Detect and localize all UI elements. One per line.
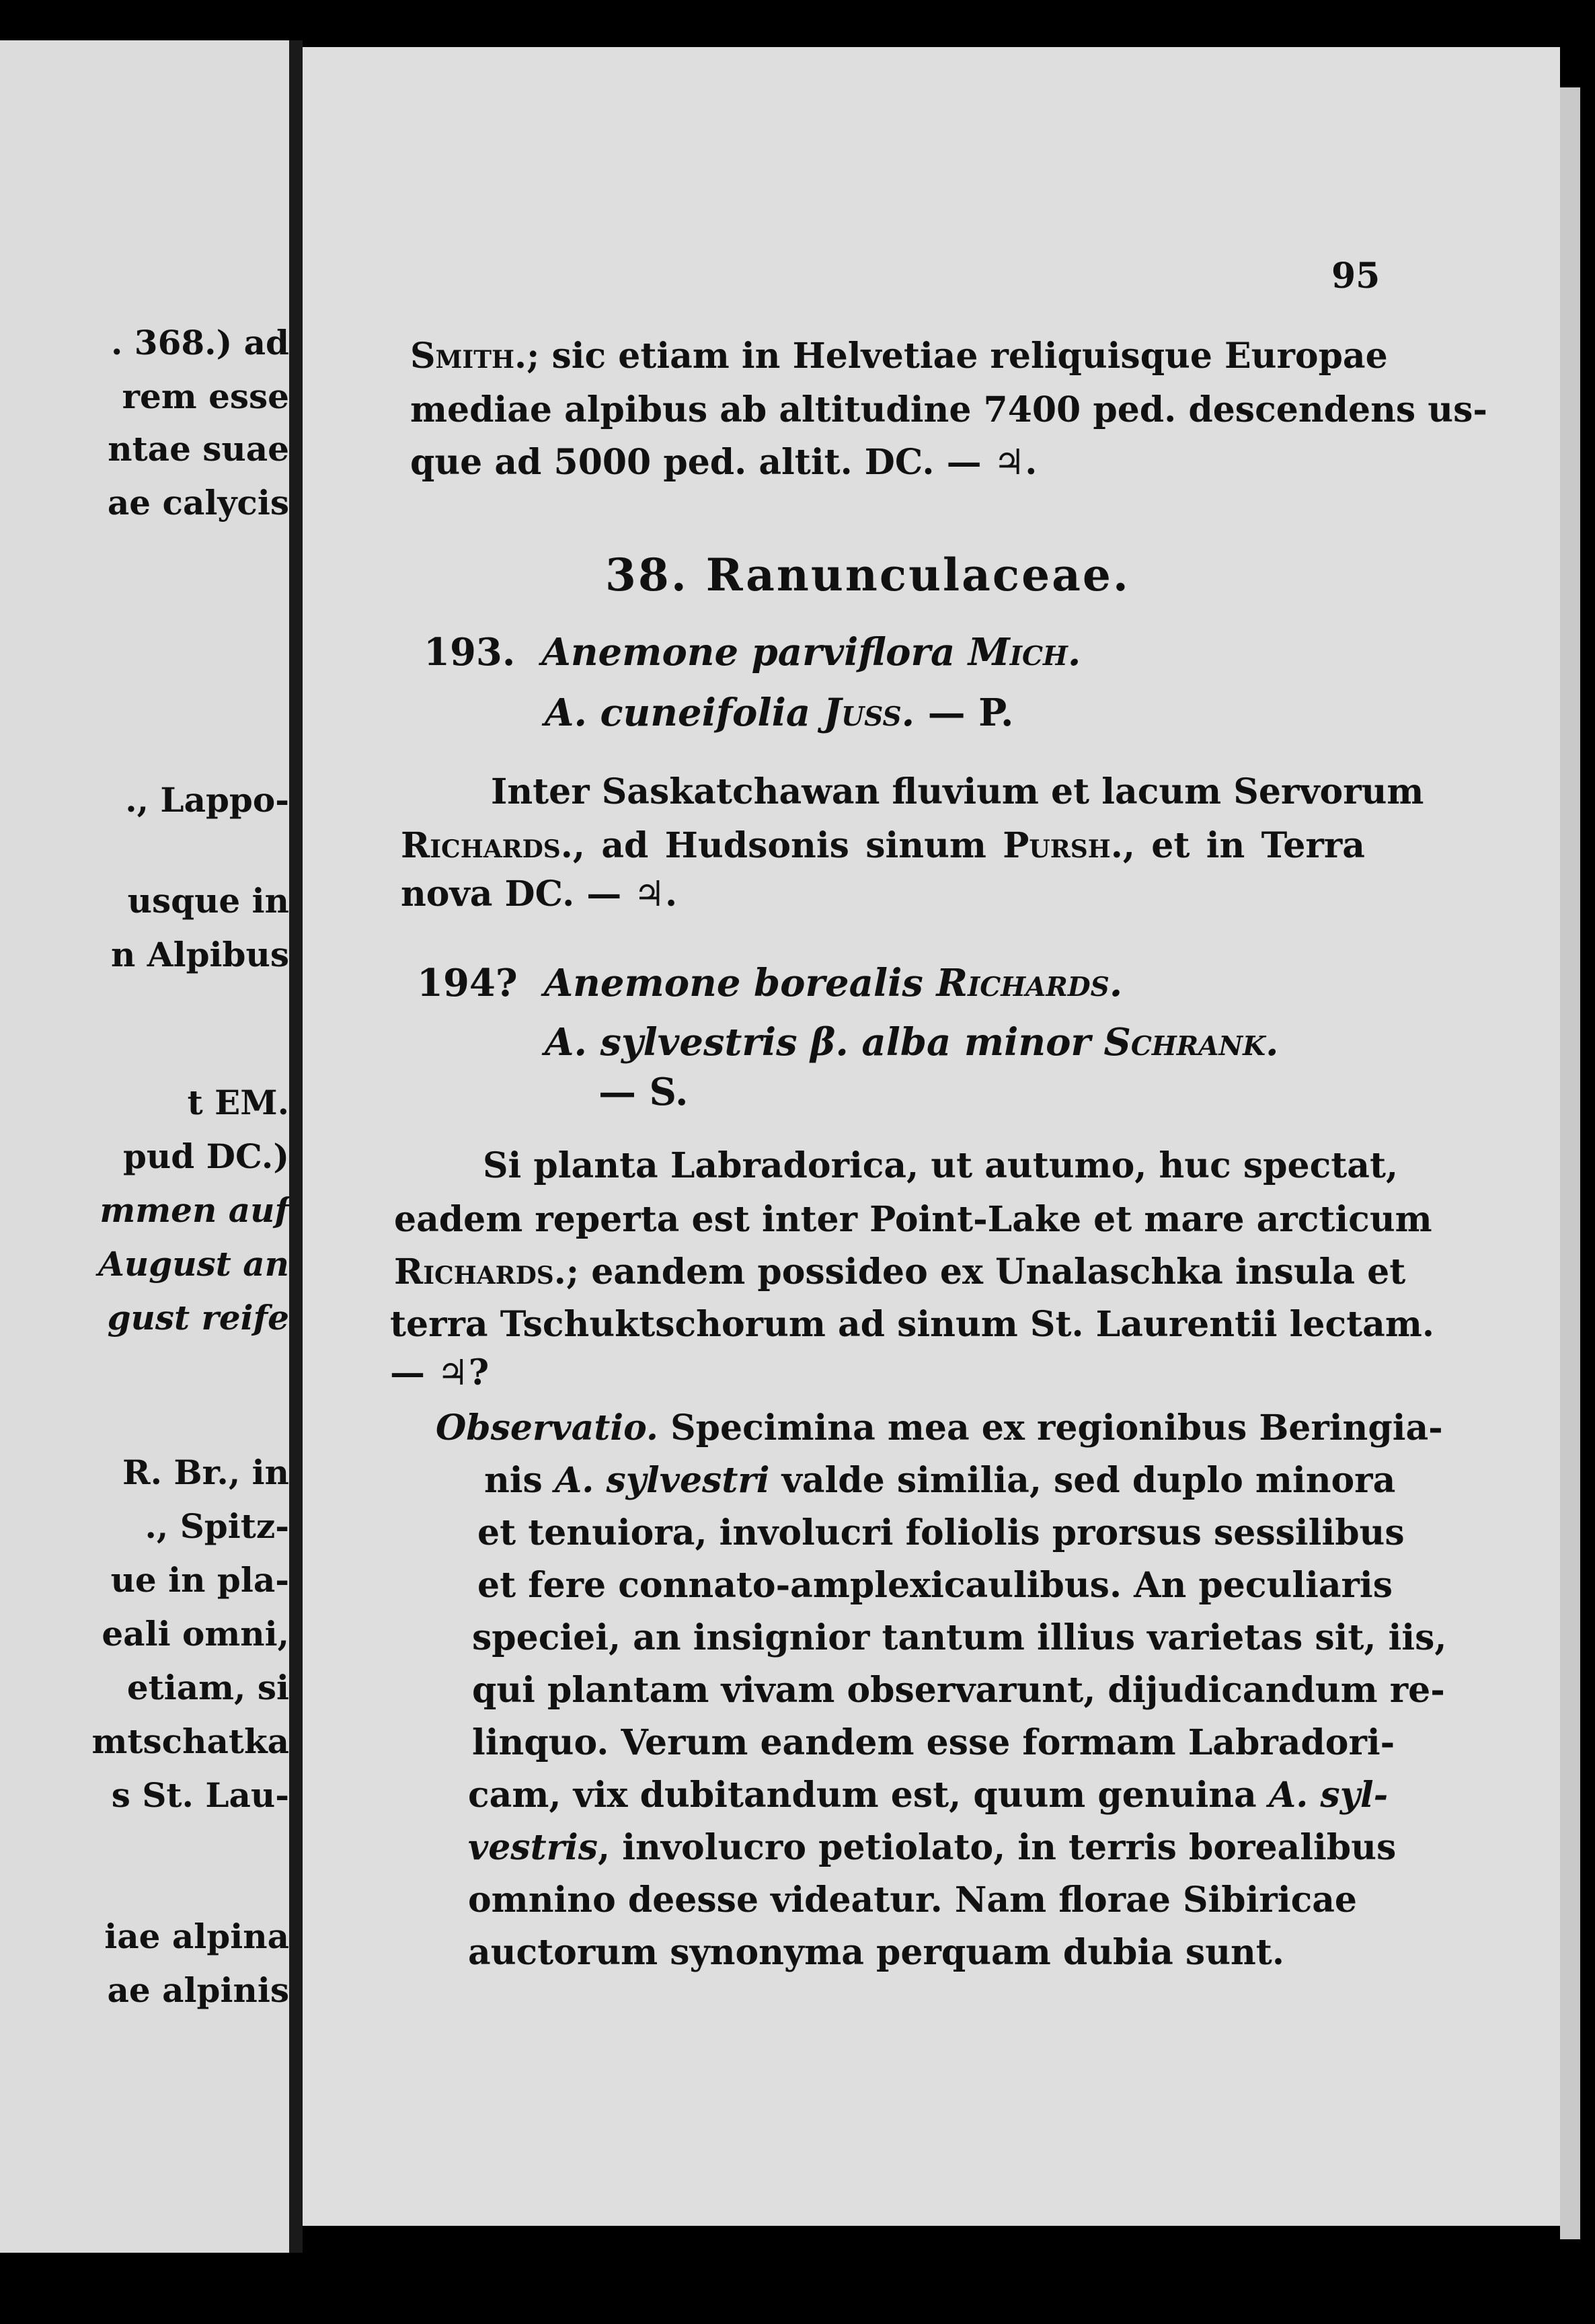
- entry-194-title: [417, 963, 1122, 1003]
- entry-194-text-2: eadem reperta est inter Point-Lake et mare arcticum: [394, 1199, 1432, 1240]
- left-line: s St. Lau-: [111, 1775, 289, 1815]
- observatio-line-6: qui plantam vivam observarunt, dijudicandum re-: [472, 1670, 1445, 1711]
- entry-193-title: [424, 632, 1081, 672]
- entry-194-text-4: terra Tschuktschorum ad sinum St. Laurentii lectam.: [390, 1304, 1434, 1345]
- entry-193-synonym: A. cuneifolia Juss. — P.: [545, 691, 1014, 735]
- book-gutter: [289, 40, 303, 2253]
- entry-194-text-5: — ♃?: [390, 1352, 490, 1393]
- left-line: ae alpinis: [107, 1970, 289, 2010]
- intro-line-2: mediae alpibus ab altitudine 7400 ped. descendens us-: [410, 389, 1487, 430]
- left-line: n Alpibus: [111, 935, 289, 974]
- intro-line-1: Smith.; sic etiam in Helvetiae reliquisque Europae: [410, 336, 1388, 377]
- entry-194-synonym-tail: — S.: [598, 1070, 689, 1114]
- left-line: August an: [98, 1244, 289, 1284]
- left-line: rem esse: [122, 377, 289, 416]
- left-line: t EM.: [187, 1083, 289, 1122]
- left-line: eali omni,: [102, 1614, 289, 1654]
- observatio-line-9: vestris, involucro petiolato, in terris borealibus: [468, 1827, 1397, 1868]
- left-line: ., Spitz-: [145, 1506, 289, 1546]
- left-line: mmen auf: [100, 1190, 289, 1230]
- page-number: 95: [1331, 256, 1380, 297]
- left-line: ue in pla-: [110, 1560, 289, 1600]
- observatio-line-4: et fere connato-amplexicaulibus. An peculiaris: [477, 1565, 1393, 1606]
- entry-number: 193.: [424, 630, 516, 674]
- left-line: ae calycis: [107, 483, 289, 522]
- entry-194-text-1: Si planta Labradorica, ut autumo, huc spectat,: [483, 1145, 1399, 1186]
- left-line: gust reife: [107, 1298, 289, 1338]
- entry-194-text-3: Richards.; eandem possideo ex Unalaschka insula et: [394, 1251, 1406, 1292]
- entry-193-text-1: Inter Saskatchawan fluvium et lacum Servorum: [491, 771, 1424, 812]
- observatio-label: Observatio.: [436, 1407, 658, 1448]
- left-line: . 368.) ad: [110, 323, 289, 362]
- observatio-line-2: nis A. sylvestri valde similia, sed duplo minora: [484, 1460, 1396, 1501]
- entry-number: 194?: [417, 961, 518, 1005]
- observatio-line-7: linquo. Verum eandem esse formam Labradori-: [472, 1722, 1395, 1763]
- left-line: ., Lappo-: [125, 780, 289, 820]
- observatio-line-3: et tenuiora, involucri foliolis prorsus sessilibus: [477, 1512, 1405, 1553]
- page-edge: [1560, 87, 1580, 2239]
- observatio-line-5: speciei, an insignior tantum illius varietas sit, iis,: [472, 1617, 1447, 1658]
- intro-line-3: que ad 5000 ped. altit. DC. — ♃.: [410, 442, 1038, 483]
- species-name: Anemone parviflora: [541, 630, 956, 674]
- author-smith: Smith.: [410, 336, 527, 377]
- family-heading: 38. Ranunculaceae.: [605, 549, 1130, 601]
- species-author: Mich.: [968, 630, 1081, 674]
- left-line: mtschatka: [91, 1721, 289, 1761]
- left-line: usque in: [127, 881, 289, 921]
- species-author: Richards.: [936, 961, 1123, 1005]
- observatio-line-8: cam, vix dubitandum est, quum genuina A. syl-: [468, 1775, 1389, 1816]
- left-line: ntae suae: [108, 429, 289, 469]
- left-page-fragment: [0, 40, 289, 2253]
- left-line: iae alpina: [104, 1916, 289, 1956]
- observatio-line-11: auctorum synonyma perquam dubia sunt.: [468, 1932, 1284, 1973]
- entry-194-synonym: A. sylvestris β. alba minor Schrank.: [545, 1020, 1279, 1064]
- left-line: pud DC.): [122, 1136, 289, 1176]
- observatio-line-10: omnino deesse videatur. Nam florae Sibiricae: [468, 1880, 1358, 1921]
- left-line: R. Br., in: [122, 1452, 289, 1492]
- species-name: Anemone borealis: [543, 961, 923, 1005]
- entry-193-text-3: nova DC. — ♃.: [401, 874, 678, 915]
- entry-193-text-2: Richards., ad Hudsonis sinum Pursh., et in Terra: [401, 825, 1365, 866]
- observatio-line-1: Observatio. Specimina mea ex regionibus Beringia-: [436, 1407, 1443, 1448]
- left-line: etiam, si: [126, 1668, 289, 1707]
